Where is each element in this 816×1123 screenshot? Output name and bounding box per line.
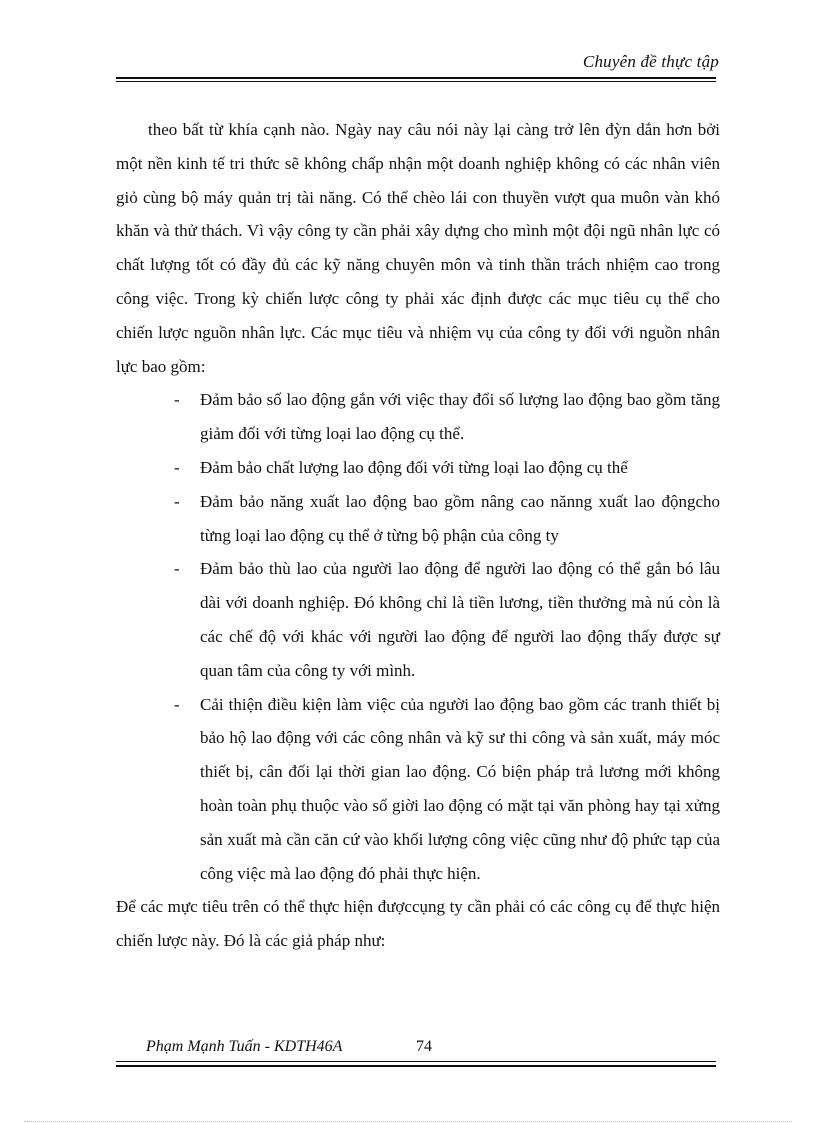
list-item-text: Đảm bảo thù lao của người lao động để người lao động có thể gắn bó lâu dài với doanh nghiệp. Đó không chỉ là tiền lương, tiền thưởng mà nú còn là các chế độ với khác với người lao động để người lao động thấy được sự quan tâm của công ty với mình. — [200, 559, 720, 680]
list-item — [116, 552, 720, 687]
list-item-text: Đảm bảo năng xuất lao động bao gồm nâng cao nănng xuất lao độngcho từng loại lao động cụ thể ở từng bộ phận của công ty — [200, 491, 720, 545]
page-number: 74 — [416, 1038, 432, 1055]
header-rule-bottom — [116, 81, 716, 82]
list-item — [116, 485, 720, 553]
bullet-list — [116, 383, 720, 890]
list-item — [116, 688, 720, 891]
list-item — [116, 383, 720, 451]
header-title: Chuyên đề thực tập — [582, 52, 719, 71]
closing-paragraph: Để các mực tiêu trên có thể thực hiện đượccụng ty cần phải có các công cụ để thực hiện chiến lược này. Đó là các giả pháp như: — [116, 897, 720, 951]
page-edge-divider — [24, 1121, 792, 1122]
header-rule-top — [116, 77, 716, 79]
footer-rule-top — [116, 1061, 716, 1062]
list-item — [116, 451, 720, 485]
bullet-dash: - — [174, 390, 180, 410]
bullet-dash: - — [174, 694, 180, 714]
bullet-dash: - — [174, 457, 180, 477]
bullet-dash: - — [174, 559, 180, 579]
page-body — [116, 113, 720, 958]
footer-author: Phạm Mạnh Tuấn - KDTH46A — [146, 1038, 343, 1055]
intro-paragraph: theo bất từ khía cạnh nào. Ngày nay câu nói này lại càng trở lên đỳn dắn hơn bởi một nền kinh tế tri thức sẽ không chấp nhận một doanh nghiệp không có các nhân viên giỏ cùng bộ máy quản trị tài năng. Có thể chèo lái con thuyền vượt qua muôn vàn khó khăn và thử thách. Vì vậy công ty cần phải xây dựng cho mình một đội ngũ nhân lực có chất lượng tốt có đầy đủ các kỹ năng chuyên môn và tinh thần trách nhiệm cao trong công việc. Trong kỳ chiến lược công ty phải xác định được các mục tiêu cụ thể cho chiến lược nguồn nhân lực. Các mục tiêu và nhiệm vụ của công ty đối với nguồn nhân lực bao gồm: — [116, 120, 720, 376]
list-item-text: Cải thiện điều kiện làm việc của người lao động bao gồm các tranh thiết bị bảo hộ lao động với các công nhân và kỹ sư thi công và sản xuất, máy móc thiết bị, cân đối lại thời gian lao động. Có biện pháp trả lương mới không hoàn toàn phụ thuộc vào số giời lao động có mặt tại văn phòng hay tại xửng sản xuất mà cần căn cứ vào khối lượng công việc cũng như độ phức tạp của công việc mà lao động đó phải thực hiện. — [200, 694, 720, 883]
list-item-text: Đảm bảo chất lượng lao động đối với từng loại lao động cụ thể — [200, 457, 628, 477]
footer-rule-bottom — [116, 1065, 716, 1067]
list-item-text: Đảm bảo số lao động gắn với việc thay đổi số lượng lao động bao gồm tăng giảm đối với từng loại lao động cụ thể. — [200, 390, 720, 444]
bullet-dash: - — [174, 491, 180, 511]
